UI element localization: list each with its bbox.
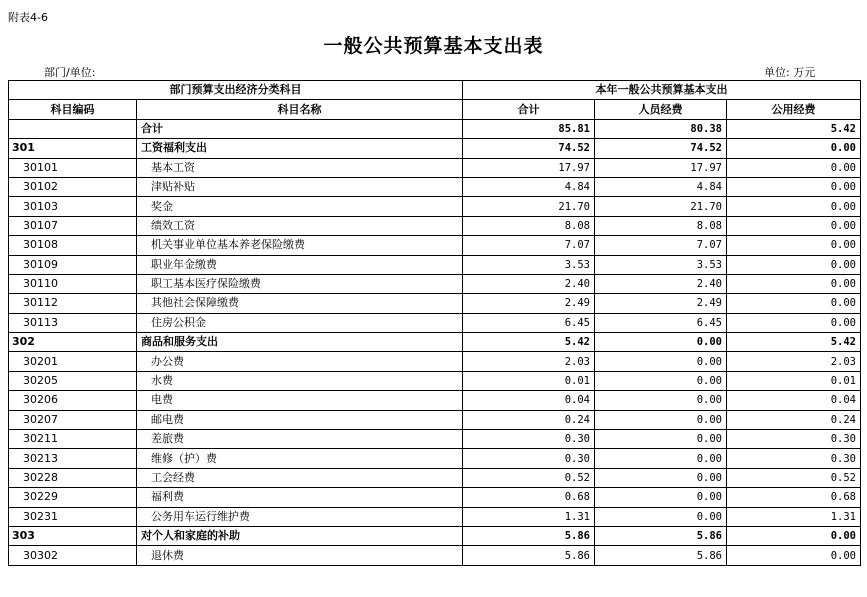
row-code: 301 <box>9 139 137 158</box>
row-total: 4.84 <box>463 177 595 196</box>
row-total: 0.30 <box>463 449 595 468</box>
row-personnel: 5.86 <box>595 526 727 545</box>
annex-label: 附表4-6 <box>8 11 48 24</box>
header-column-row <box>9 100 861 119</box>
row-name: 维修（护）费 <box>137 449 463 468</box>
row-code: 30229 <box>9 488 137 507</box>
row-public: 0.30 <box>727 430 861 449</box>
row-personnel: 6.45 <box>595 313 727 332</box>
row-code: 302 <box>9 333 137 352</box>
unit-label: 单位: 万元 <box>764 66 816 79</box>
row-code: 30107 <box>9 216 137 235</box>
header-public: 公用经费 <box>727 100 861 119</box>
table-row <box>9 119 861 138</box>
table-row <box>9 391 861 410</box>
row-name: 基本工资 <box>137 158 463 177</box>
row-personnel: 0.00 <box>595 468 727 487</box>
table-row <box>9 313 861 332</box>
department-label: 部门/单位: <box>44 66 96 79</box>
row-code: 30102 <box>9 177 137 196</box>
row-personnel: 8.08 <box>595 216 727 235</box>
row-name: 住房公积金 <box>137 313 463 332</box>
row-personnel: 21.70 <box>595 197 727 216</box>
row-total: 0.24 <box>463 410 595 429</box>
row-code: 30205 <box>9 371 137 390</box>
row-name: 其他社会保障缴费 <box>137 294 463 313</box>
row-total: 6.45 <box>463 313 595 332</box>
row-total: 0.68 <box>463 488 595 507</box>
table-row <box>9 410 861 429</box>
table-row <box>9 468 861 487</box>
row-public: 0.00 <box>727 197 861 216</box>
header-group-classification: 部门预算支出经济分类科目 <box>9 81 463 100</box>
table-row <box>9 274 861 293</box>
row-code: 30211 <box>9 430 137 449</box>
row-total: 17.97 <box>463 158 595 177</box>
row-personnel: 80.38 <box>595 119 727 138</box>
row-public: 0.00 <box>727 216 861 235</box>
row-public: 0.00 <box>727 313 861 332</box>
row-public: 1.31 <box>727 507 861 526</box>
row-name: 机关事业单位基本养老保险缴费 <box>137 236 463 255</box>
row-public: 0.00 <box>727 139 861 158</box>
row-name: 工资福利支出 <box>137 139 463 158</box>
row-name: 差旅费 <box>137 430 463 449</box>
row-total: 74.52 <box>463 139 595 158</box>
row-name: 商品和服务支出 <box>137 333 463 352</box>
row-public: 0.00 <box>727 158 861 177</box>
row-total: 1.31 <box>463 507 595 526</box>
row-name: 福利费 <box>137 488 463 507</box>
row-personnel: 0.00 <box>595 507 727 526</box>
row-total: 0.52 <box>463 468 595 487</box>
row-public: 0.00 <box>727 546 861 565</box>
header-group-basic-expenditure: 本年一般公共预算基本支出 <box>463 81 861 100</box>
table-row <box>9 177 861 196</box>
row-personnel: 2.40 <box>595 274 727 293</box>
row-public: 0.00 <box>727 294 861 313</box>
row-public: 0.24 <box>727 410 861 429</box>
row-code: 30108 <box>9 236 137 255</box>
row-total: 3.53 <box>463 255 595 274</box>
row-public: 0.00 <box>727 236 861 255</box>
header-name: 科目名称 <box>137 100 463 119</box>
table-row <box>9 507 861 526</box>
table-row <box>9 294 861 313</box>
row-code: 30113 <box>9 313 137 332</box>
row-total: 5.86 <box>463 526 595 545</box>
row-total: 2.49 <box>463 294 595 313</box>
row-name: 奖金 <box>137 197 463 216</box>
row-code: 30103 <box>9 197 137 216</box>
row-personnel: 2.49 <box>595 294 727 313</box>
row-public: 0.00 <box>727 177 861 196</box>
header-personnel: 人员经费 <box>595 100 727 119</box>
row-personnel: 0.00 <box>595 488 727 507</box>
row-personnel: 5.86 <box>595 546 727 565</box>
row-personnel: 0.00 <box>595 410 727 429</box>
row-name: 邮电费 <box>137 410 463 429</box>
header-total: 合计 <box>463 100 595 119</box>
row-code: 30206 <box>9 391 137 410</box>
table-row <box>9 430 861 449</box>
table-row <box>9 333 861 352</box>
row-code: 30231 <box>9 507 137 526</box>
row-public: 0.30 <box>727 449 861 468</box>
table-row <box>9 236 861 255</box>
row-name: 公务用车运行维护费 <box>137 507 463 526</box>
table-row <box>9 216 861 235</box>
row-personnel: 0.00 <box>595 449 727 468</box>
table-row <box>9 352 861 371</box>
row-name: 职工基本医疗保险缴费 <box>137 274 463 293</box>
row-personnel: 4.84 <box>595 177 727 196</box>
row-name: 合计 <box>137 119 463 138</box>
row-code: 30213 <box>9 449 137 468</box>
row-code: 30302 <box>9 546 137 565</box>
row-personnel: 0.00 <box>595 430 727 449</box>
table-row <box>9 546 861 565</box>
row-total: 5.86 <box>463 546 595 565</box>
row-code: 30110 <box>9 274 137 293</box>
row-personnel: 0.00 <box>595 391 727 410</box>
row-code: 30207 <box>9 410 137 429</box>
row-name: 电费 <box>137 391 463 410</box>
row-name: 津贴补贴 <box>137 177 463 196</box>
row-total: 8.08 <box>463 216 595 235</box>
row-personnel: 3.53 <box>595 255 727 274</box>
row-public: 0.52 <box>727 468 861 487</box>
table-row <box>9 158 861 177</box>
table-row <box>9 526 861 545</box>
row-personnel: 0.00 <box>595 371 727 390</box>
row-personnel: 0.00 <box>595 352 727 371</box>
row-name: 绩效工资 <box>137 216 463 235</box>
page-title: 一般公共预算基本支出表 <box>323 35 544 57</box>
row-total: 2.40 <box>463 274 595 293</box>
table-row <box>9 197 861 216</box>
row-total: 0.01 <box>463 371 595 390</box>
row-total: 5.42 <box>463 333 595 352</box>
header-code: 科目编码 <box>9 100 137 119</box>
row-code: 30101 <box>9 158 137 177</box>
row-code: 30112 <box>9 294 137 313</box>
table-row <box>9 488 861 507</box>
row-name: 对个人和家庭的补助 <box>137 526 463 545</box>
row-total: 21.70 <box>463 197 595 216</box>
row-code: 30201 <box>9 352 137 371</box>
row-public: 0.00 <box>727 526 861 545</box>
header-group-row <box>9 81 861 100</box>
row-total: 85.81 <box>463 119 595 138</box>
row-name: 工会经费 <box>137 468 463 487</box>
row-public: 5.42 <box>727 119 861 138</box>
table-row <box>9 139 861 158</box>
row-public: 0.68 <box>727 488 861 507</box>
row-total: 7.07 <box>463 236 595 255</box>
row-personnel: 17.97 <box>595 158 727 177</box>
row-name: 职业年金缴费 <box>137 255 463 274</box>
row-public: 2.03 <box>727 352 861 371</box>
row-total: 0.30 <box>463 430 595 449</box>
row-code: 30109 <box>9 255 137 274</box>
row-code: 303 <box>9 526 137 545</box>
row-code <box>9 119 137 138</box>
row-personnel: 7.07 <box>595 236 727 255</box>
row-personnel: 74.52 <box>595 139 727 158</box>
row-public: 5.42 <box>727 333 861 352</box>
table-row <box>9 371 861 390</box>
row-code: 30228 <box>9 468 137 487</box>
table-row <box>9 449 861 468</box>
row-public: 0.01 <box>727 371 861 390</box>
row-total: 2.03 <box>463 352 595 371</box>
row-total: 0.04 <box>463 391 595 410</box>
row-personnel: 0.00 <box>595 333 727 352</box>
row-public: 0.00 <box>727 274 861 293</box>
row-name: 退休费 <box>137 546 463 565</box>
table-row <box>9 255 861 274</box>
row-name: 办公费 <box>137 352 463 371</box>
row-public: 0.00 <box>727 255 861 274</box>
row-name: 水费 <box>137 371 463 390</box>
expenditure-table <box>8 80 861 566</box>
row-public: 0.04 <box>727 391 861 410</box>
